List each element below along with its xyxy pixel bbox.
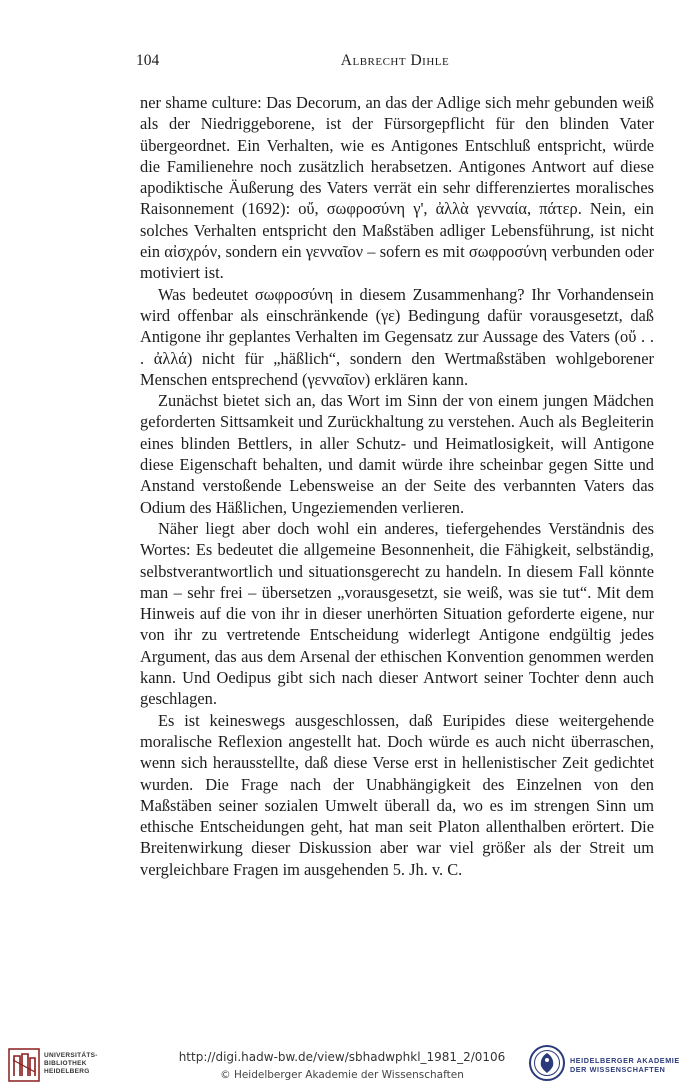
paragraph: ner shame culture: Das Decorum, an das der Adlige sich mehr gebunden weiß als der Niedriggeborene, ist der Fürsorgepflicht für den blinden Vater übergeordnet. Ein Verhalten, wie es Antigones Entschluß entspricht, würde die Familienehre noch zusätzlich herabsetzen. Antigones Antwort auf diese apodiktische Äußerung des Vaters verrät ein sehr differenziertes moralisches Raisonnement (1692): οὔ, σωφροσύνη γ', ἀλλὰ γενναία, πάτερ. Nein, ein solches Verhalten entspricht den Maßstäben adliger Lebensführung, ist nicht ein αἰσχρόν, sondern ein γενναῖον – sofern es mit σωφροσύνη verbunden oder motiviert ist.	[140, 93, 654, 283]
paragraph: Zunächst bietet sich an, das Wort im Sinn der von einem jungen Mädchen geforderten Sittsamkeit und Zurückhaltung zu verstehen. Auch als Begleiterin eines blinden Bettlers, in aller Schutz- und Heimatlosigkeit, will Antigone diese Eigenschaft behalten, und damit würde ihre scheinbar gegen Sitte und Anstand verstoßende Lebensweise an der Seite des verbannten Vaters das Odium des Häßlichen, Ungeziemenden verlieren.	[140, 391, 654, 517]
copyright-notice: © Heidelberger Akademie der Wissenschaften	[220, 1069, 464, 1081]
paragraph: Es ist keineswegs ausgeschlossen, daß Euripides diese weitergehende moralische Reflexion angestellt hat. Doch würde es auch nicht überraschen, wenn sich herausstellte, daß diese Verse erst in hellenistischer Zeit gedichtet wurden. Die Frage nach der Unabhängigkeit des Einzelnen von den Maßstäben seiner sozialen Umwelt überall da, wo es im strengen Sinn um ethische Entscheidungen geht, hat man seit Platon allenthalben erörtert. Die Breitenwirkung dieser Diskussion aber war viel größer als der Streit um vergleichbare Fragen im ausgehenden 5. Jh. v. C.	[140, 710, 654, 879]
body-text	[140, 92, 654, 880]
academy-name: HEIDELBERGER AKADEMIE DER WISSENSCHAFTEN	[570, 1056, 680, 1074]
academy-seal-icon	[528, 1044, 566, 1082]
page-number: 104	[136, 52, 160, 69]
viewer-footer	[0, 1040, 684, 1087]
paragraph: Näher liegt aber doch wohl ein anderes, tiefergehendes Verständnis des Wortes: Es bedeutet die allgemeine Besonnenheit, die Fähigkeit, selbständig, selbstverantwortlich und situationsgerecht zu handeln. In diesem Fall könnte man – sehr frei – übersetzen „vorausgesetzt, sie weiß, was sie tut“. Mit dem Hinweis auf die von ihr in dieser unerhörten Situation geforderte eigene, nur von ihr zu vertretende Entscheidung widerlegt Antigone endgültig jedes Argument, das aus dem Arsenal der ethischen Konvention genommen werden kann. Und Oedipus gibt sich nach dieser Antwort seiner Tochter denn auch geschlagen.	[140, 518, 654, 709]
university-library-name: UNIVERSITÄTS- BIBLIOTHEK HEIDELBERG	[44, 1052, 98, 1075]
paragraph: Was bedeutet σωφροσύνη in diesem Zusammenhang? Ihr Vorhandensein wird offenbar als einschränkende (γε) Bedingung dafür vorausgesetzt, daß Antigone ihr geplantes Verhalten im Gegensatz zur Aussage des Vaters (οὔ . . . ἀλλά) nicht für „häßlich“, sondern den Wertmaßstäben wohlgeborener Menschen entsprechend (γενναῖον) erklären kann.	[140, 284, 654, 389]
permalink-url[interactable]: http://digi.hadw-bw.de/view/sbhadwphkl_1981_2/0106	[178, 1050, 506, 1064]
running-head: Albrecht Dihle	[340, 52, 450, 69]
